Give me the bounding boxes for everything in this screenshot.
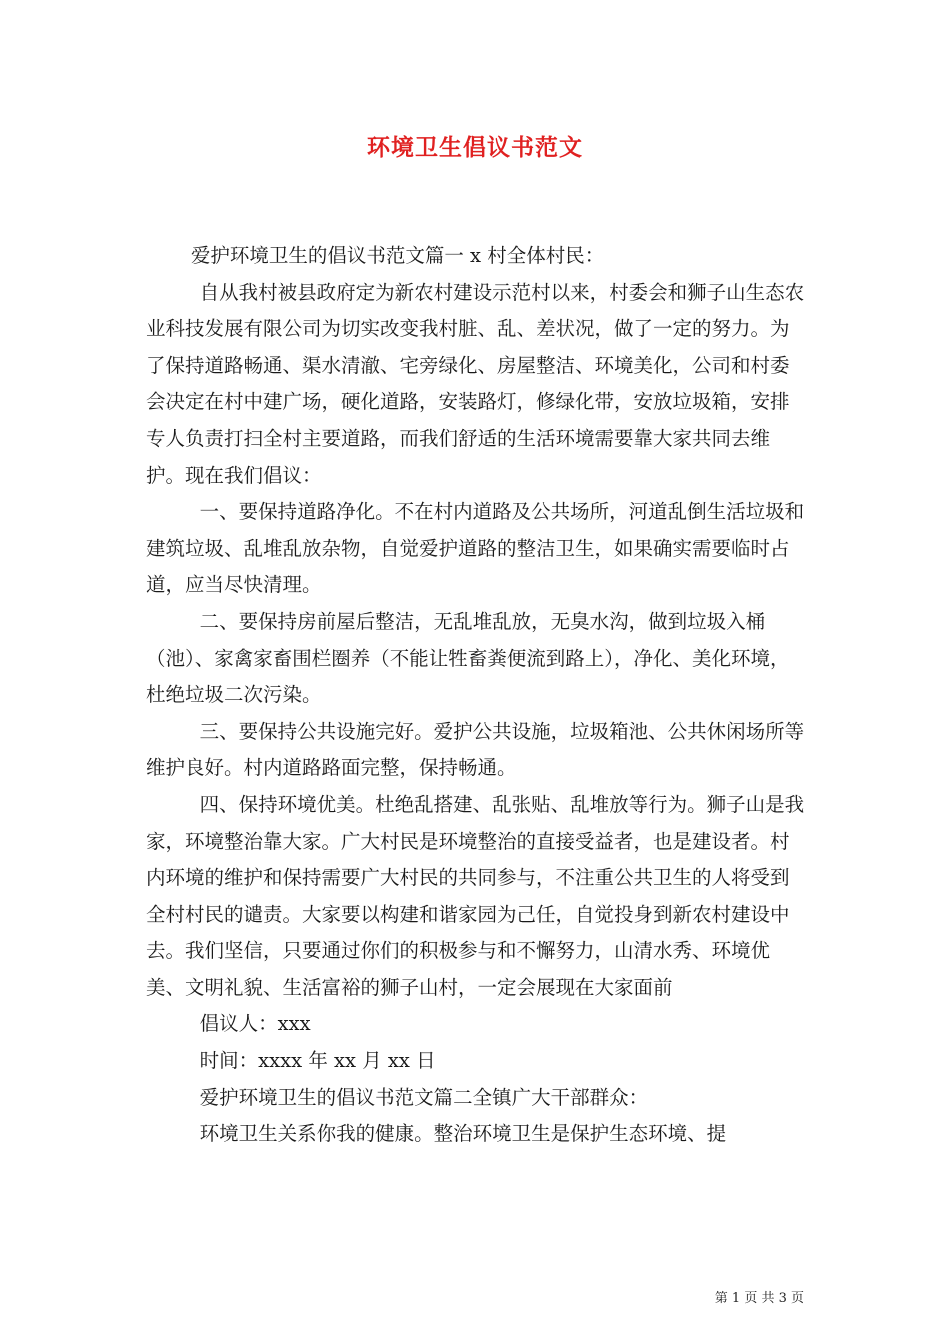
paragraph-item-4: 四、保持环境优美。杜绝乱搭建、乱张贴、乱堆放等行为。狮子山是我家，环境整治靠大家。广大村民是环境整治的直接受益者，也是建设者。村内环境的维护和保持需要广大村民的共同参与，不注重公共卫生的人将受到全村村民的谴责。大家要以构建和谐家园为己任，自觉投身到新农村建设中去。我们坚信，只要通过你们的积极参与和不懈努力，山清水秀、环境优美、文明礼貌、生活富裕的狮子山村，一定会展现在大家面前	[146, 792, 805, 999]
paragraph-background: 自从我村被县政府定为新农村建设示范村以来，村委会和狮子山生态农业科技发展有限公司为切实改变我村脏、乱、差状况，做了一定的努力。为了保持道路畅通、渠水清澈、宅旁绿化、房屋整洁、环境美化，公司和村委会决定在村中建广场，硬化道路，安装路灯，修绿化带，安放垃圾箱，安排专人负责打扫全村主要道路，而我们舒适的生活环境需要靠大家共同去维护。现在我们倡议：	[146, 280, 805, 487]
paragraph-intro: 爱护环境卫生的倡议书范文篇一 x 村全体村民：	[190, 244, 605, 267]
document-body	[146, 238, 806, 1153]
date-line: 时间：xxxx 年 xx 月 xx 日	[199, 1049, 436, 1073]
paragraph-item-3: 三、要保持公共设施完好。爱护公共设施，垃圾箱池、公共休闲场所等维护良好。村内道路路面完整，保持畅通。	[146, 719, 805, 780]
paragraph-item-1: 一、要保持道路净化。不在村内道路及公共场所，河道乱倒生活垃圾和建筑垃圾、乱堆乱放杂物，自觉爱护道路的整洁卫生，如果确实需要临时占道，应当尽快清理。	[146, 500, 805, 597]
paragraph-section-2-heading: 爱护环境卫生的倡议书范文篇二全镇广大干部群众：	[199, 1085, 649, 1109]
paragraph-item-2: 二、要保持房前屋后整洁，无乱堆乱放，无臭水沟，做到垃圾入桶（池）、家禽家畜围栏圈养（不能让牲畜粪便流到路上），净化、美化环境，杜绝垃圾二次污染。	[146, 609, 790, 707]
page-number: 第 1 页 共 3 页	[714, 1291, 804, 1306]
paragraph-section-2-body: 环境卫生关系你我的健康。整治环境卫生是保护生态环境、提	[199, 1122, 727, 1146]
document-title: 环境卫生倡议书范文	[367, 134, 583, 161]
signature-line: 倡议人：xxx	[199, 1012, 311, 1036]
